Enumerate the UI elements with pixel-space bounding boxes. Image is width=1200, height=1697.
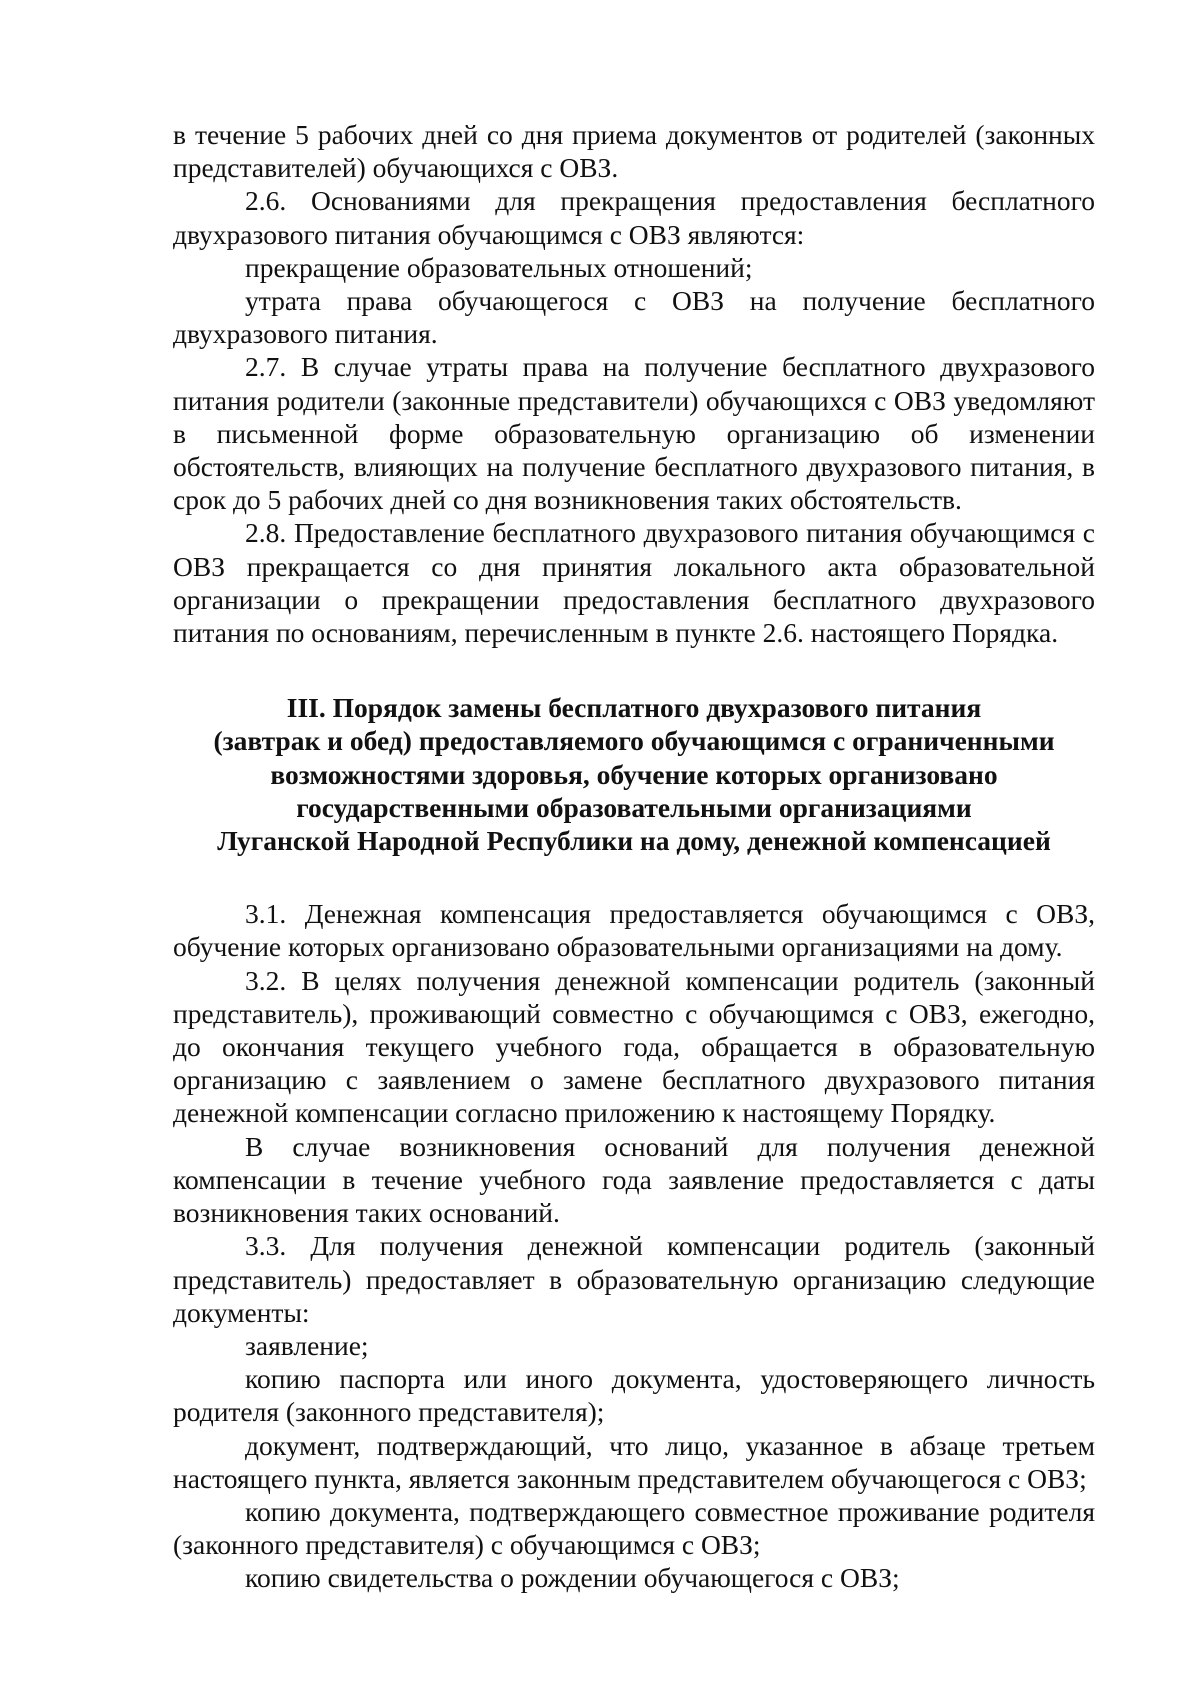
paragraph: В случае возникновения оснований для получения денежной компенсации в течение учебного года заявление предоставляется с даты возникновения таких оснований. [173, 1130, 1095, 1229]
paragraph-3-3: 3.3. Для получения денежной компенсации родитель (законный представитель) предоставляет в образовательную организацию следующие документы: [173, 1230, 1095, 1328]
section-heading-line: Луганской Народной Республики на дому, денежной компенсацией [217, 825, 1051, 857]
list-item: копию паспорта или иного документа, удостоверяющего личность родителя (законного представителя); [173, 1363, 1095, 1428]
paragraph: в течение 5 рабочих дней со дня приема документов от родителей (законных представителей) обучающихся с ОВЗ. [173, 119, 1095, 184]
paragraph-2-7: 2.7. В случае утраты права на получение бесплатного двухразового питания родители (законные представители) обучающихся с ОВЗ уведомляют в письменной форме образовательную организацию об изменении обстоятельств, влияющих на получение бесплатного двухразового питания, в срок до 5 рабочих дней со дня возникновения таких обстоятельств. [173, 351, 1095, 516]
paragraph-2-8: 2.8. Предоставление бесплатного двухразового питания обучающимся с ОВЗ прекращается со дня принятия локального акта образовательной организации о прекращении предоставления бесплатного двухразового питания по основаниям, перечисленным в пункте 2.6. настоящего Порядка. [173, 517, 1095, 649]
paragraph-3-1: 3.1. Денежная компенсация предоставляется обучающимся с ОВЗ, обучение которых организовано образовательными организациями на дому. [173, 898, 1095, 963]
paragraph-3-2: 3.2. В целях получения денежной компенсации родитель (законный представитель), проживающий совместно с обучающимся с ОВЗ, ежегодно, до окончания текущего учебного года, обращается в образовательную организацию с заявлением о замене бесплатного двухразового питания денежной компенсации согласно приложению к настоящему Порядку. [173, 964, 1095, 1129]
section-heading-line: государственными образовательными организациями [296, 791, 972, 823]
list-item: заявление; [245, 1329, 369, 1361]
list-item: копию документа, подтверждающего совместное проживание родителя (законного представителя) с обучающимся с ОВЗ; [173, 1495, 1095, 1561]
section-heading-line: III. Порядок замены бесплатного двухразового питания [286, 692, 982, 724]
paragraph-2-6: 2.6. Основаниями для прекращения предоставления бесплатного двухразового питания обучающимся с ОВЗ являются: [173, 185, 1095, 250]
list-item: копию свидетельства о рождении обучающегося с ОВЗ; [245, 1562, 900, 1594]
list-item: документ, подтверждающий, что лицо, указанное в абзаце третьем настоящего пункта, является законным представителем обучающегося с ОВЗ; [173, 1429, 1095, 1494]
section-heading [173, 691, 1095, 857]
section-heading-line: (завтрак и обед) предоставляемого обучающимся с ограниченными [213, 725, 1055, 757]
list-item: прекращение образовательных отношений; [245, 251, 753, 283]
section-heading-line: возможностями здоровья, обучение которых организовано [270, 758, 998, 790]
list-item: утрата права обучающегося с ОВЗ на получение бесплатного двухразового питания. [173, 285, 1095, 350]
